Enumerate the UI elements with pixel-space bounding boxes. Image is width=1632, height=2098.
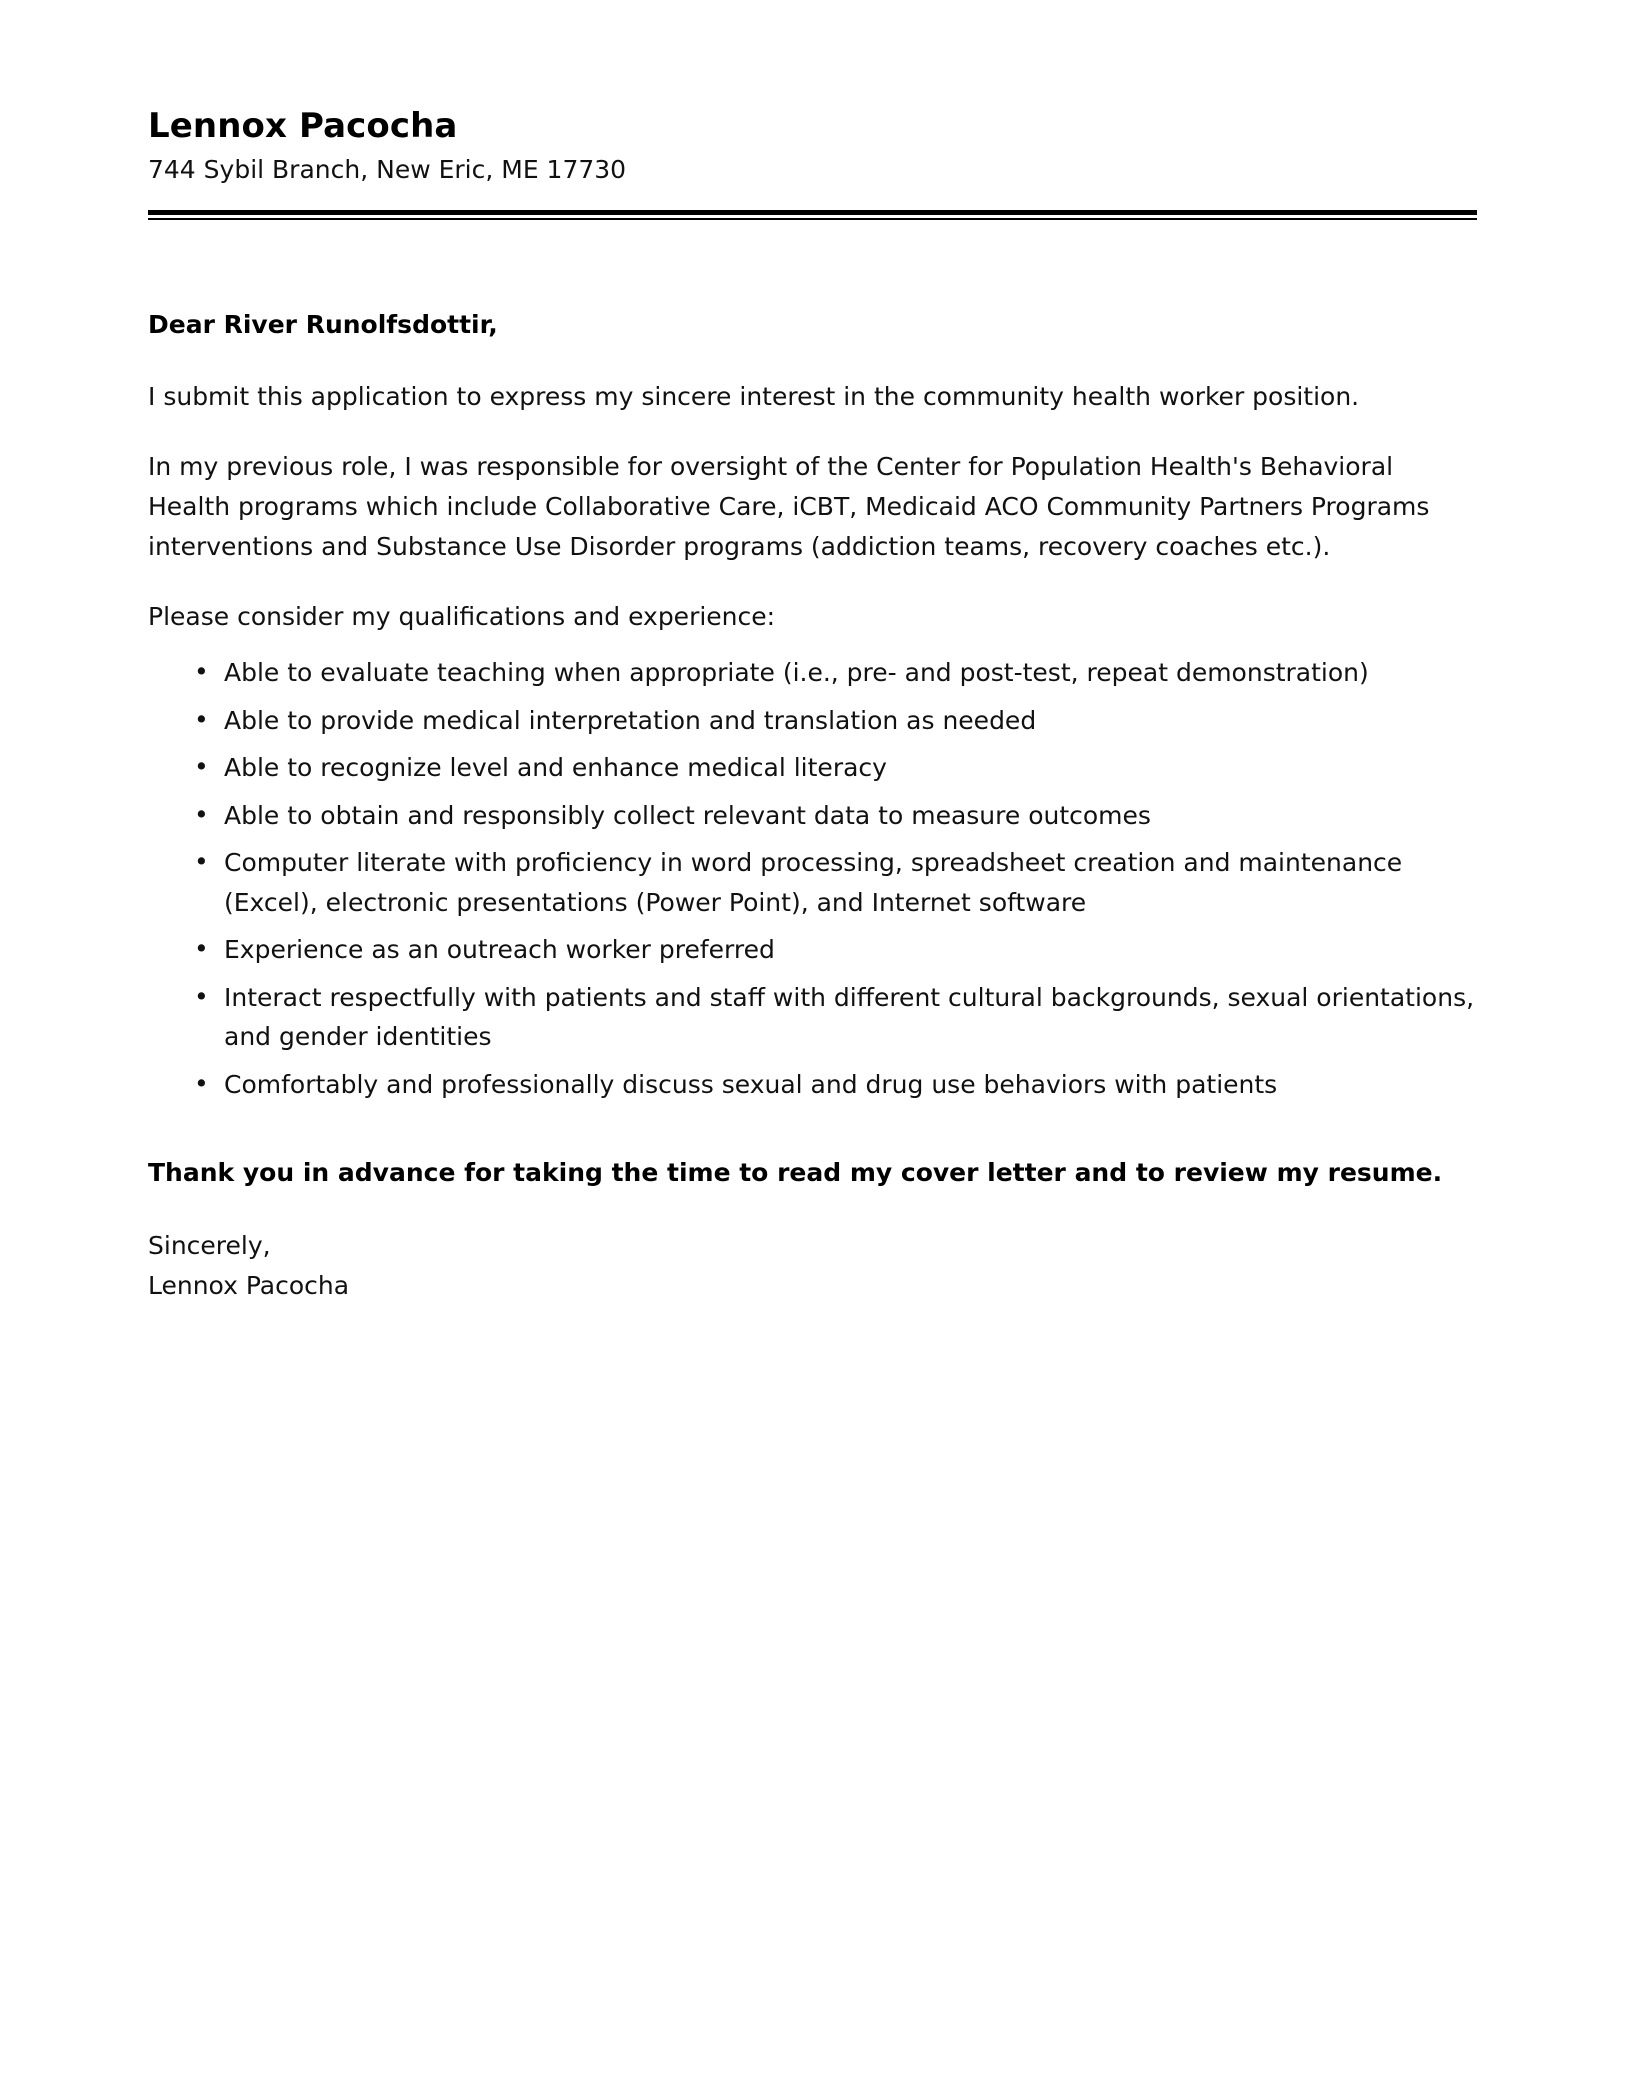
list-item: • Able to obtain and responsibly collect relevant data to measure outcomes — [186, 796, 1477, 836]
sender-address: 744 Sybil Branch, New Eric, ME 17730 — [148, 154, 627, 184]
list-item: • Able to evaluate teaching when appropriate (i.e., pre- and post-test, repeat demonstration) — [186, 653, 1477, 693]
qualifications-list — [148, 653, 1477, 1104]
list-item: • Interact respectfully with patients and staff with different cultural backgrounds, sexual orientations, and gender identities — [186, 978, 1477, 1057]
closing-word: Sincerely, — [148, 1230, 271, 1260]
sender-name: Lennox Pacocha — [148, 106, 458, 146]
letterhead — [148, 105, 1477, 186]
salutation: Dear River Runolfsdottir, — [148, 310, 498, 339]
thanks-statement: Thank you in advance for taking the time to read my cover letter and to review my resume. — [148, 1158, 1443, 1187]
list-item: • Comfortably and professionally discuss sexual and drug use behaviors with patients — [186, 1065, 1477, 1105]
signature-name: Lennox Pacocha — [148, 1270, 350, 1300]
qualifications-lead-paragraph: Please consider my qualifications and experience: — [148, 602, 776, 631]
list-item: • Computer literate with proficiency in word processing, spreadsheet creation and maintenance (Excel), electronic presentations (Power Point), and Internet software — [186, 843, 1477, 922]
list-item: • Able to provide medical interpretation and translation as needed — [186, 701, 1477, 741]
list-item: • Experience as an outreach worker preferred — [186, 930, 1477, 970]
header-divider-thin-line — [148, 218, 1477, 220]
header-divider — [148, 210, 1477, 220]
closing-block — [148, 1226, 1477, 1306]
background-paragraph: In my previous role, I was responsible for oversight of the Center for Population Health's Behavioral Health programs which include Collaborative Care, iCBT, Medicaid ACO Community Partners Programs interventions and Substance Use Disorder programs (addiction teams, recovery coaches etc.). — [148, 452, 1430, 561]
letter-body — [148, 310, 1477, 1306]
list-item: • Able to recognize level and enhance medical literacy — [186, 748, 1477, 788]
intro-paragraph: I submit this application to express my sincere interest in the community health worker position. — [148, 382, 1360, 411]
